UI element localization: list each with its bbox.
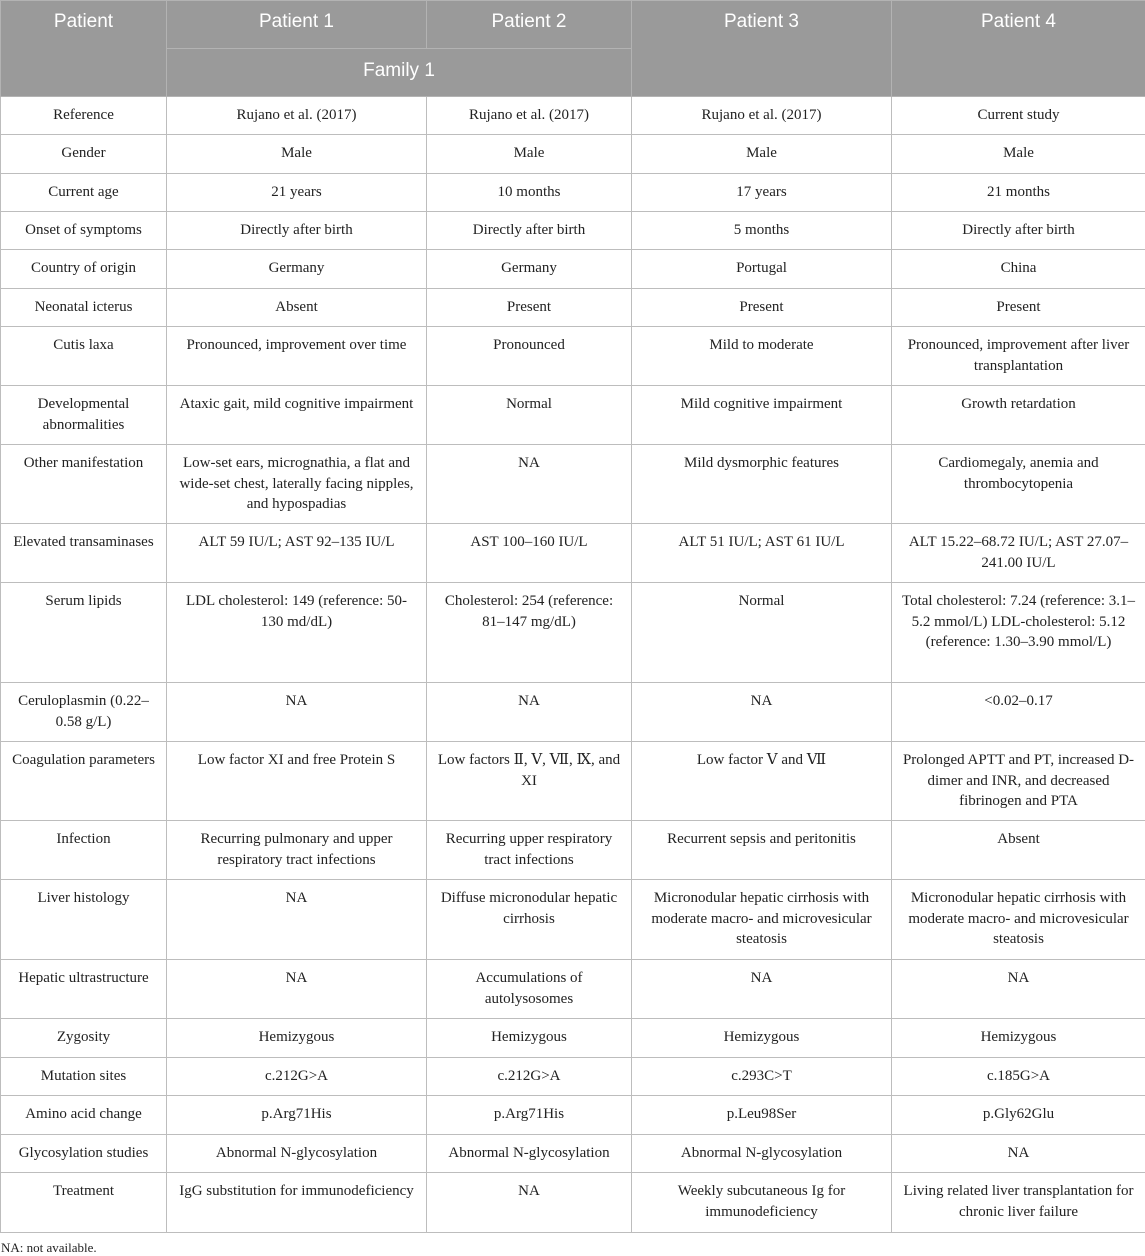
table-cell: Directly after birth xyxy=(167,212,427,250)
table-cell: ALT 15.22–68.72 IU/L; AST 27.07–241.00 IU/L xyxy=(892,524,1145,583)
table-cell: NA xyxy=(892,1135,1145,1173)
table-cell: Germany xyxy=(427,250,632,289)
row-label: Cutis laxa xyxy=(1,327,167,386)
table-cell: Recurring pulmonary and upper respiratory tract infections xyxy=(167,821,427,880)
table-cell: Present xyxy=(892,289,1145,327)
table-cell: Male xyxy=(427,135,632,174)
table-cell: p.Leu98Ser xyxy=(632,1096,892,1135)
table-cell: Mild cognitive impairment xyxy=(632,386,892,445)
table-cell: Recurring upper respiratory tract infections xyxy=(427,821,632,880)
table-cell: China xyxy=(892,250,1145,289)
table-cell: Cholesterol: 254 (reference: 81–147 mg/dL) xyxy=(427,583,632,683)
table-cell: Hemizygous xyxy=(632,1019,892,1058)
table-row xyxy=(1,683,1145,742)
row-label: Ceruloplasmin (0.22–0.58 g/L) xyxy=(1,683,167,742)
header-patient-4: Patient 4 xyxy=(892,1,1145,97)
table-cell: Rujano et al. (2017) xyxy=(427,97,632,135)
table-row xyxy=(1,960,1145,1019)
table-cell: Micronodular hepatic cirrhosis with moderate macro- and microvesicular steatosis xyxy=(892,880,1145,960)
table-cell: 21 months xyxy=(892,174,1145,212)
table-row xyxy=(1,97,1145,135)
table-cell: Hemizygous xyxy=(427,1019,632,1058)
table-cell: Normal xyxy=(632,583,892,683)
table-row xyxy=(1,445,1145,524)
row-label: Reference xyxy=(1,97,167,135)
table-cell: c.212G>A xyxy=(427,1058,632,1096)
table-cell: NA xyxy=(632,683,892,742)
row-label: Other manifestation xyxy=(1,445,167,524)
table-cell: Abnormal N-glycosylation xyxy=(427,1135,632,1173)
table-cell: Living related liver transplantation for chronic liver failure xyxy=(892,1173,1145,1233)
table-cell: Low factor XI and free Protein S xyxy=(167,742,427,821)
header-patient-2: Patient 2 xyxy=(427,1,632,49)
table-cell: NA xyxy=(632,960,892,1019)
row-label: Developmental abnormalities xyxy=(1,386,167,445)
table-cell: LDL cholesterol: 149 (reference: 50-130 md/dL) xyxy=(167,583,427,683)
table-row xyxy=(1,742,1145,821)
row-label: Glycosylation studies xyxy=(1,1135,167,1173)
table-cell: Pronounced, improvement over time xyxy=(167,327,427,386)
table-cell: Absent xyxy=(892,821,1145,880)
table-cell: Growth retardation xyxy=(892,386,1145,445)
table-cell: Total cholesterol: 7.24 (reference: 3.1–5.2 mmol/L) LDL-cholesterol: 5.12 (reference: 1.30–3.90 mmol/L) xyxy=(892,583,1145,683)
table-row xyxy=(1,1135,1145,1173)
row-label: Serum lipids xyxy=(1,583,167,683)
table-cell: p.Arg71His xyxy=(167,1096,427,1135)
table-cell: ALT 59 IU/L; AST 92–135 IU/L xyxy=(167,524,427,583)
table-cell: NA xyxy=(892,960,1145,1019)
table-cell: Micronodular hepatic cirrhosis with moderate macro- and microvesicular steatosis xyxy=(632,880,892,960)
table-row xyxy=(1,583,1145,683)
header-row xyxy=(1,1,1145,49)
row-label: Onset of symptoms xyxy=(1,212,167,250)
row-label: Elevated transaminases xyxy=(1,524,167,583)
table-cell: Prolonged APTT and PT, increased D-dimer and INR, and decreased fibrinogen and PTA xyxy=(892,742,1145,821)
table-cell: Hemizygous xyxy=(892,1019,1145,1058)
table-cell: Male xyxy=(632,135,892,174)
table-row xyxy=(1,212,1145,250)
table-cell: Abnormal N-glycosylation xyxy=(632,1135,892,1173)
table-cell: Low factor Ⅴ and Ⅶ xyxy=(632,742,892,821)
table-cell: Pronounced, improvement after liver transplantation xyxy=(892,327,1145,386)
row-label: Hepatic ultrastructure xyxy=(1,960,167,1019)
table-cell: NA xyxy=(167,960,427,1019)
header-patient: Patient xyxy=(1,1,167,97)
table-body xyxy=(1,97,1145,1233)
row-label: Liver histology xyxy=(1,880,167,960)
table-row xyxy=(1,1058,1145,1096)
table-cell: Cardiomegaly, anemia and thrombocytopenia xyxy=(892,445,1145,524)
table-cell: Accumulations of autolysosomes xyxy=(427,960,632,1019)
table-cell: NA xyxy=(167,683,427,742)
table-row xyxy=(1,1019,1145,1058)
row-label: Infection xyxy=(1,821,167,880)
table-cell: Directly after birth xyxy=(892,212,1145,250)
table-row xyxy=(1,289,1145,327)
table-cell: Mild dysmorphic features xyxy=(632,445,892,524)
table-cell: Normal xyxy=(427,386,632,445)
table-cell: 10 months xyxy=(427,174,632,212)
table-cell: Present xyxy=(427,289,632,327)
table-cell: NA xyxy=(427,445,632,524)
table-cell: p.Gly62Glu xyxy=(892,1096,1145,1135)
table-cell: NA xyxy=(427,683,632,742)
table-cell: 17 years xyxy=(632,174,892,212)
table-row xyxy=(1,821,1145,880)
table-cell: Ataxic gait, mild cognitive impairment xyxy=(167,386,427,445)
table-cell: Directly after birth xyxy=(427,212,632,250)
table-cell: Diffuse micronodular hepatic cirrhosis xyxy=(427,880,632,960)
table-cell: 5 months xyxy=(632,212,892,250)
table-cell: IgG substitution for immunodeficiency xyxy=(167,1173,427,1233)
table-row xyxy=(1,524,1145,583)
table-row xyxy=(1,327,1145,386)
table-cell: Mild to moderate xyxy=(632,327,892,386)
table-cell: Male xyxy=(892,135,1145,174)
table-cell: Low-set ears, micrognathia, a flat and wide-set chest, laterally facing nipples, and hypospadias xyxy=(167,445,427,524)
row-label: Coagulation parameters xyxy=(1,742,167,821)
row-label: Neonatal icterus xyxy=(1,289,167,327)
table-cell: AST 100–160 IU/L xyxy=(427,524,632,583)
table-cell: c.185G>A xyxy=(892,1058,1145,1096)
table-row xyxy=(1,880,1145,960)
table-cell: Weekly subcutaneous Ig for immunodeficiency xyxy=(632,1173,892,1233)
table-cell: Present xyxy=(632,289,892,327)
table-cell: NA xyxy=(427,1173,632,1233)
table-row xyxy=(1,135,1145,174)
table-cell: ALT 51 IU/L; AST 61 IU/L xyxy=(632,524,892,583)
table-cell: Rujano et al. (2017) xyxy=(632,97,892,135)
table-row xyxy=(1,250,1145,289)
header-patient-3: Patient 3 xyxy=(632,1,892,97)
row-label: Mutation sites xyxy=(1,1058,167,1096)
table-cell: Abnormal N-glycosylation xyxy=(167,1135,427,1173)
table-cell: Germany xyxy=(167,250,427,289)
table-cell: Current study xyxy=(892,97,1145,135)
table-cell: Rujano et al. (2017) xyxy=(167,97,427,135)
row-label: Current age xyxy=(1,174,167,212)
table-cell: Pronounced xyxy=(427,327,632,386)
table-row xyxy=(1,174,1145,212)
table-cell: Portugal xyxy=(632,250,892,289)
table-cell: Low factors Ⅱ, Ⅴ, Ⅶ, Ⅸ, and XI xyxy=(427,742,632,821)
row-label: Zygosity xyxy=(1,1019,167,1058)
row-label: Country of origin xyxy=(1,250,167,289)
table-row xyxy=(1,1173,1145,1233)
table-cell: Hemizygous xyxy=(167,1019,427,1058)
table-row xyxy=(1,386,1145,445)
table-cell: Absent xyxy=(167,289,427,327)
row-label: Treatment xyxy=(1,1173,167,1233)
header-family-1: Family 1 xyxy=(167,49,632,97)
table-cell: p.Arg71His xyxy=(427,1096,632,1135)
table-cell: NA xyxy=(167,880,427,960)
table-cell: <0.02–0.17 xyxy=(892,683,1145,742)
table-row xyxy=(1,1096,1145,1135)
header-patient-1: Patient 1 xyxy=(167,1,427,49)
table-cell: c.293C>T xyxy=(632,1058,892,1096)
table-cell: 21 years xyxy=(167,174,427,212)
table-cell: c.212G>A xyxy=(167,1058,427,1096)
table-cell: Recurrent sepsis and peritonitis xyxy=(632,821,892,880)
row-label: Amino acid change xyxy=(1,1096,167,1135)
table-footnote: NA: not available. xyxy=(1,1240,97,1255)
table-header xyxy=(1,1,1145,97)
table-cell: Male xyxy=(167,135,427,174)
row-label: Gender xyxy=(1,135,167,174)
